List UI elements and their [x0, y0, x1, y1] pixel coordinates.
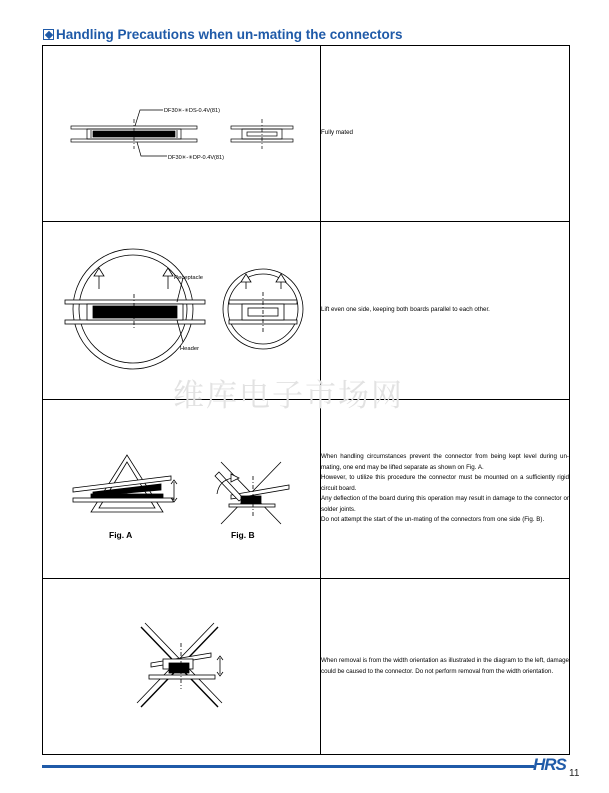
header-part-label: DF30✳-✳DP-0.4V(81) — [168, 155, 225, 161]
description-text: When removal is from the width orientation as illustrated in the diagram to the left, damage could be caused to the connector. Do not perform removal from the width orientation. — [321, 657, 569, 675]
header-label: Header — [180, 346, 200, 352]
description-cell — [321, 579, 570, 755]
fig-b-label: Fig. B — [231, 530, 255, 540]
table-row — [43, 400, 570, 579]
section-title — [43, 27, 403, 42]
figure-cell — [43, 400, 321, 579]
hrs-logo: HRS — [533, 755, 566, 774]
description-text: However, to utilize this procedure the connector must be mounted on a sufficiently rigid circuit board. — [321, 474, 569, 492]
description-cell — [321, 46, 570, 222]
figure-cell — [43, 46, 321, 222]
section-title-text: Handling Precautions when un-mating the connectors — [56, 27, 403, 42]
description-text: Fully mated — [321, 129, 353, 137]
description-text: Lift even one side, keeping both boards parallel to each other. — [321, 306, 490, 314]
watermark: 维库电子市场网 — [173, 378, 404, 414]
description-cell — [321, 400, 570, 579]
figure-cell — [43, 579, 321, 755]
diamond-bullet-icon — [43, 29, 54, 40]
fig-a-label: Fig. A — [109, 530, 133, 540]
width-removal-diagram — [43, 579, 320, 754]
description-text: Do not attempt the start of the un-mating of the connectors from one side (Fig. B). — [321, 516, 545, 524]
table-row — [43, 46, 570, 222]
description-text: When handling circumstances prevent the connector from being kept level during un-mating, one end may be lifted separate as shown on Fig. A. — [321, 453, 569, 471]
table-row — [43, 579, 570, 755]
one-end-lift-diagram — [43, 400, 320, 578]
description-text: Any deflection of the board during this operation may result in damage to the connector or solder joints. — [321, 495, 569, 513]
receptacle-label: Receptacle — [174, 275, 204, 281]
fully-mated-diagram — [43, 46, 320, 221]
footer-divider — [42, 765, 534, 768]
receptacle-part-label: DF30✳-✳DS-0.4V(81) — [164, 108, 221, 114]
page-number: 11 — [569, 768, 580, 779]
